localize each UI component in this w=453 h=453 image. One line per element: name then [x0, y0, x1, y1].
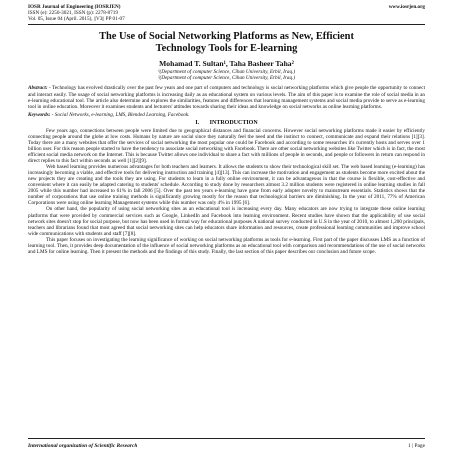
section-title: INTRODUCTION: [209, 119, 258, 126]
page-number: 1 | Page: [408, 443, 425, 449]
keywords-text: - Social Networks, e-learning, LMS, Blended Learning, Facebook.: [51, 111, 190, 118]
affiliation-2: ²(Department of computer Science, Cihan University, Erbil, Iraq.): [157, 75, 296, 82]
title-line-1: The Use of Social Networking Platforms as New, Efficient: [99, 31, 354, 42]
journal-volume: Vol. 05, Issue 04 (April. 2015), ||V3|| PP 01-07: [28, 16, 125, 22]
abstract-label: Abstract:: [28, 85, 48, 92]
paper-authors: Mohamad T. Sultan¹, Taha Basheer Taha²: [159, 59, 294, 68]
paragraph-4: This paper focuses on investigating the learning significance of working on social networking platforms as tools for e-learning. First part of the paper discusses LMS as a function of learning tool. Then, it provides deep documentation of the influence of social networking platforms as an educational tool with comparison and recommendations of the use of social networks and LMS for online learning. Then it present the methods and the findings of this study. Finally, the last section of this paper describes our conclusion and future scope.: [28, 236, 425, 255]
header-rule: [28, 24, 425, 25]
body-text: [28, 128, 425, 255]
affiliation-1: ¹(Department of computer Science, Cihan University, Erbil, Iraq.): [157, 69, 296, 75]
journal-name: IOSR Journal of Engineering (IOSRJEN): [28, 4, 121, 10]
keywords: [28, 112, 425, 118]
keywords-label: Keywords:: [28, 111, 51, 118]
page-footer: [28, 436, 425, 450]
journal-info: [28, 4, 125, 22]
journal-header: [28, 4, 425, 22]
paper-title: [28, 31, 425, 55]
paragraph-3: On other hand, the popularity of using social networking sites as an educational tool is increasing every day. Many educators are now trying to integrate these online learning platforms that were provided by commercial services such as Google, LinkedIn and Facebook into learning environment. Recent studies have shown that the applicability of use social network sites doesn't stop for social purpose, but now has been used in formal way for educational purposes A national survey conducted in U.S in the year of 2010, to almost 1,200 principals, teachers and librarians found that most agreed that social networking sites can help educators share information and resources, create professional learning communities and improve school wide communications with students and staff [7][8].: [28, 206, 425, 237]
journal-website[interactable]: www.iosrjen.org: [388, 4, 425, 10]
section-heading: [28, 120, 425, 127]
paragraph-2: Web based learning provides numerous advantages for both teachers and learners. It allows the students to show their technological skill set. The web based learning (e-learning) has increasingly becoming a viable, and effective tools for delivering instruction and training [4][13]. This can increase the motivation and engagement as students become more excited about the new projects they are creating and the tools they are using. For students to learn in a fully online environment, it can be advantageous in that the course is flexible, cost-effective and convenient where it can easily be adapted catering to students' schedule. According to study done by researchers almost 3.2 million students were registered in online learning studies in fall 2005 while this number had increased to 61% in fall 2006 [5]. Over the past ten years e-learning have gone from early adopter novelty to mainstream essentials. Statistics shows that the number of corporations that use online training methods is significantly growing mostly for the reason that technological barriers are diminishing. In the year of 2011, 77% of American Corporations were using online learning Management systems while this number was only 4% in 1995 [6].: [28, 164, 425, 207]
footer-organization: International organization of Scientific Research: [28, 443, 138, 449]
section-number: I.: [195, 119, 200, 126]
paragraph-1: Few years ago, connections between people were limited due to geographical distances and financial concerns. However social networking platforms made it easier by efficiently connecting people around the globe at low costs. Humans by nature are social since they naturally feel the need and the instinct to connect, communicate and expand their relations [1][3]. Today there are a many websites that offer the services of social networking the most popular one could be Facebook and according to some researches it's currently hosts and serves over 1 billion user. For this reason people started to have the tendency to associate social networking with Facebook. There are other social networking websites like Twitter which is in fact, the most efficient social media network on the Internet. This is because Twitter allows one individual to share a fact with millions of people in seconds, and people or followers in return can respond in direct replies to this fact within seconds as well [1][2][9].: [28, 127, 425, 165]
title-line-2: Technology Tools for E-learning: [155, 43, 298, 54]
footer-rule: [28, 438, 425, 439]
abstract: [28, 85, 425, 109]
journal-issn: ISSN (e): 2250-3021, ISSN (p): 2278-8719: [28, 10, 118, 16]
abstract-text: - Technology has evolved drastically over the past few years and one part of computers and technology is social networking platforms which give people the opportunity to connect and interact easily. The usage of social networking platforms is increasing daily as an educational system on various levels. The aim of this paper is to examine the role of social media in an e-learning educational tool. The article also determine and explores the similarities, features and differences that learning management systems and social media provide to serve as e-learning tool in online education. Moreover it examines students and lecturers' attitudes towards sharing their ideas and knowledge on social networks as online learning platforms.: [28, 85, 426, 110]
